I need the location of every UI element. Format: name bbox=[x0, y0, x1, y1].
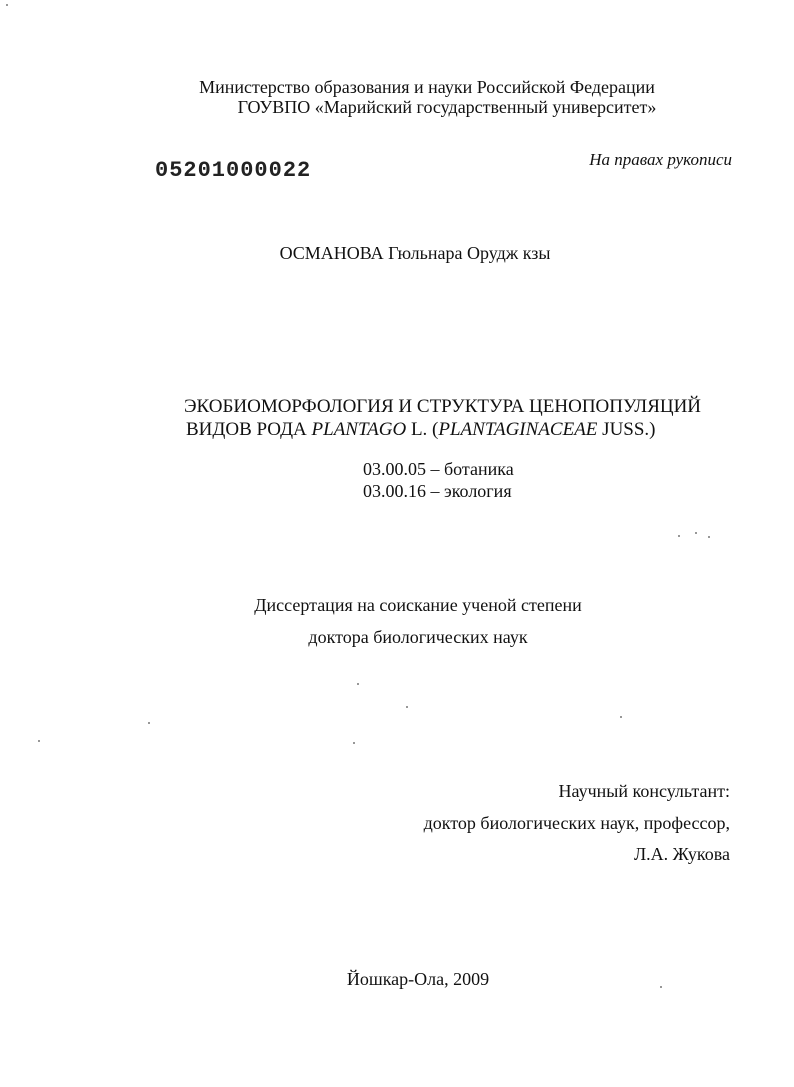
consultant-label: Научный консультант: bbox=[558, 781, 730, 801]
scan-speck bbox=[660, 986, 662, 988]
scan-speck bbox=[6, 4, 8, 6]
scan-speck bbox=[148, 722, 150, 724]
scan-speck bbox=[620, 716, 622, 718]
scan-speck bbox=[695, 532, 697, 534]
dissertation-title-line-1: ЭКОБИОМОРФОЛОГИЯ И СТРУКТУРА ЦЕНОПОПУЛЯЦИЙ bbox=[184, 396, 702, 417]
scan-speck bbox=[678, 535, 680, 537]
scan-speck bbox=[708, 536, 710, 538]
degree-line-1: Диссертация на соискание ученой степени bbox=[254, 595, 582, 615]
title-family: PLANTAGINACEAE bbox=[438, 419, 598, 440]
title-suffix: JUSS.) bbox=[597, 419, 656, 440]
dissertation-title-line-2 bbox=[186, 419, 656, 441]
ministry-name: Министерство образования и науки Российской Федерации bbox=[199, 77, 655, 97]
scan-speck bbox=[38, 740, 40, 742]
scan-speck bbox=[357, 683, 359, 685]
city-year: Йошкар-Ола, 2009 bbox=[346, 969, 490, 989]
degree-line-2: доктора биологических наук bbox=[308, 627, 528, 647]
author-name: ОСМАНОВА Гюльнара Орудж кзы bbox=[279, 243, 551, 263]
scan-speck bbox=[353, 742, 355, 744]
consultant-name: Л.А. Жукова bbox=[633, 844, 730, 864]
scan-speck bbox=[406, 706, 408, 708]
catalog-number: 05201000022 bbox=[155, 158, 312, 183]
manuscript-rights: На правах рукописи bbox=[589, 150, 732, 169]
consultant-rank: доктор биологических наук, профессор, bbox=[423, 813, 730, 833]
specialty-ecology: 03.00.16 – экология bbox=[363, 481, 512, 501]
university-name: ГОУВПО «Марийский государственный университет» bbox=[237, 97, 657, 117]
title-genus: PLANTAGO bbox=[311, 419, 407, 440]
title-prefix: ВИДОВ РОДА bbox=[186, 419, 312, 440]
title-mid: L. ( bbox=[406, 419, 439, 440]
specialty-botany: 03.00.05 – ботаника bbox=[363, 459, 514, 479]
